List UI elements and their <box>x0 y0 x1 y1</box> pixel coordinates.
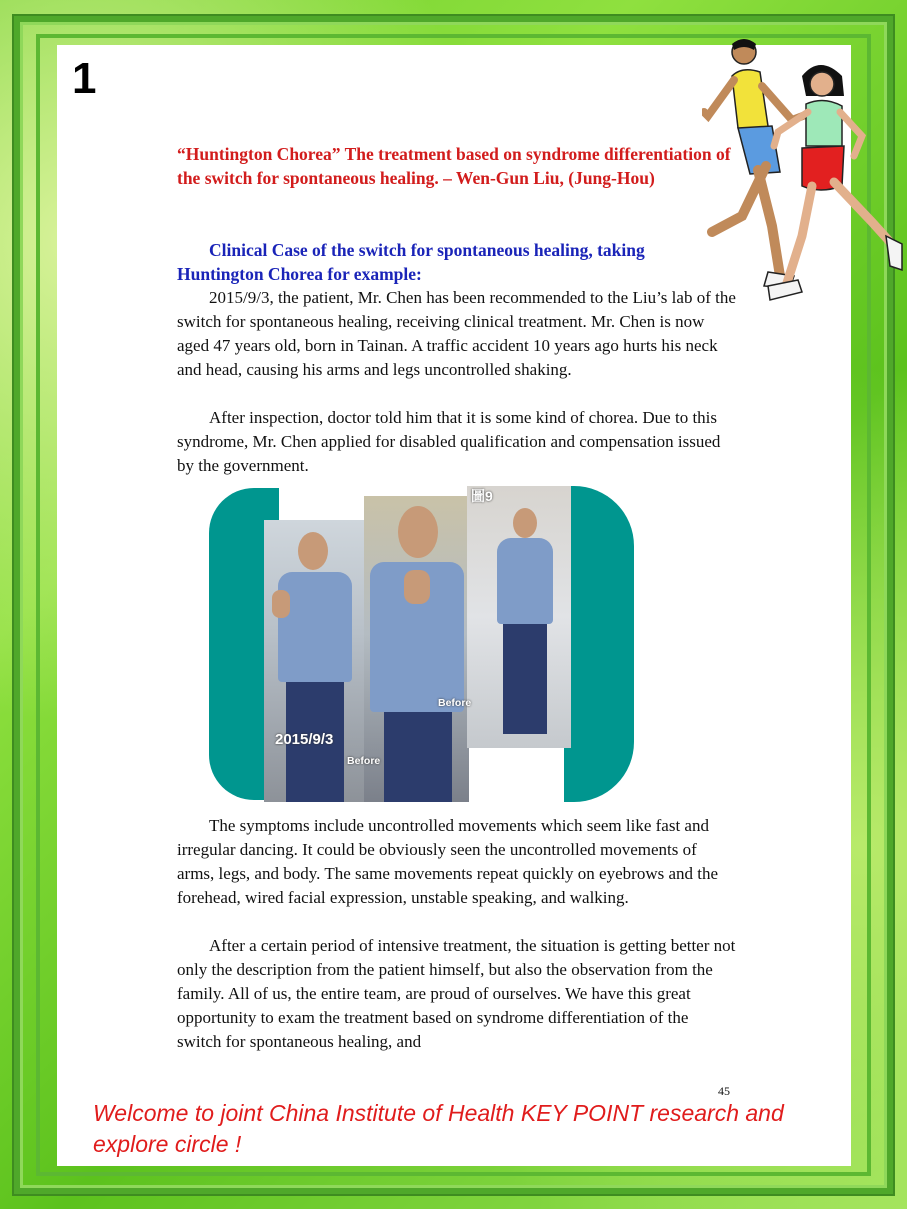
photo-before-label-2: Before <box>438 697 472 709</box>
photo-date-label: 2015/9/3 <box>275 731 334 748</box>
photo-before-label-1: Before <box>347 755 381 767</box>
figure-label: 圖9 <box>471 488 493 504</box>
slide-number: 1 <box>72 54 97 103</box>
paragraph-diagnosis: After inspection, doctor told him that it is some kind of chorea. Due to this syndrome, Mr. Chen applied for disabled qualification and compensation issued by the government. <box>177 408 721 475</box>
section-heading: Clinical Case of the switch for spontaneous healing, taking Huntington Chorea for example: <box>177 240 645 284</box>
paragraph-symptoms: The symptoms include uncontrolled movements which seem like fast and irregular dancing. It could be obviously seen the uncontrolled movements of arms, legs, and body. The same movements repeat quickly on eyebrows and the forehead, wired facial expression, unstable speaking, and walking. <box>177 816 719 907</box>
patient-photo-3 <box>467 486 571 748</box>
welcome-banner: Welcome to joint China Institute of Health KEY POINT research and explore circle ! <box>93 1100 784 1157</box>
photo-frame-right <box>564 486 634 802</box>
patient-photo-composite <box>209 486 634 802</box>
paragraph-treatment-result: After a certain period of intensive treatment, the situation is getting better not only the description from the patient himself, but also the observation from the family. All of us, the entire team, are proud of ourselves. We have this great opportunity to exam the treatment based on syndrome differentiation of the switch for spontaneous healing, and <box>177 936 736 1051</box>
paragraph-patient-intro: 2015/9/3, the patient, Mr. Chen has been recommended to the Liu’s lab of the switch for spontaneous healing, receiving clinical treatment. Mr. Chen is now aged 47 years old, born in Tainan. A traffic accident 10 years ago hurts his neck and head, causing his arms and legs uncontrolled shaking. <box>177 288 736 379</box>
page-number: 45 <box>718 1084 730 1098</box>
runners-clipart <box>702 36 907 306</box>
document-title: “Huntington Chorea” The treatment based on syndrome differentiation of the switch for spontaneous healing. – Wen-Gun Liu, (Jung-Hou) <box>177 144 731 188</box>
